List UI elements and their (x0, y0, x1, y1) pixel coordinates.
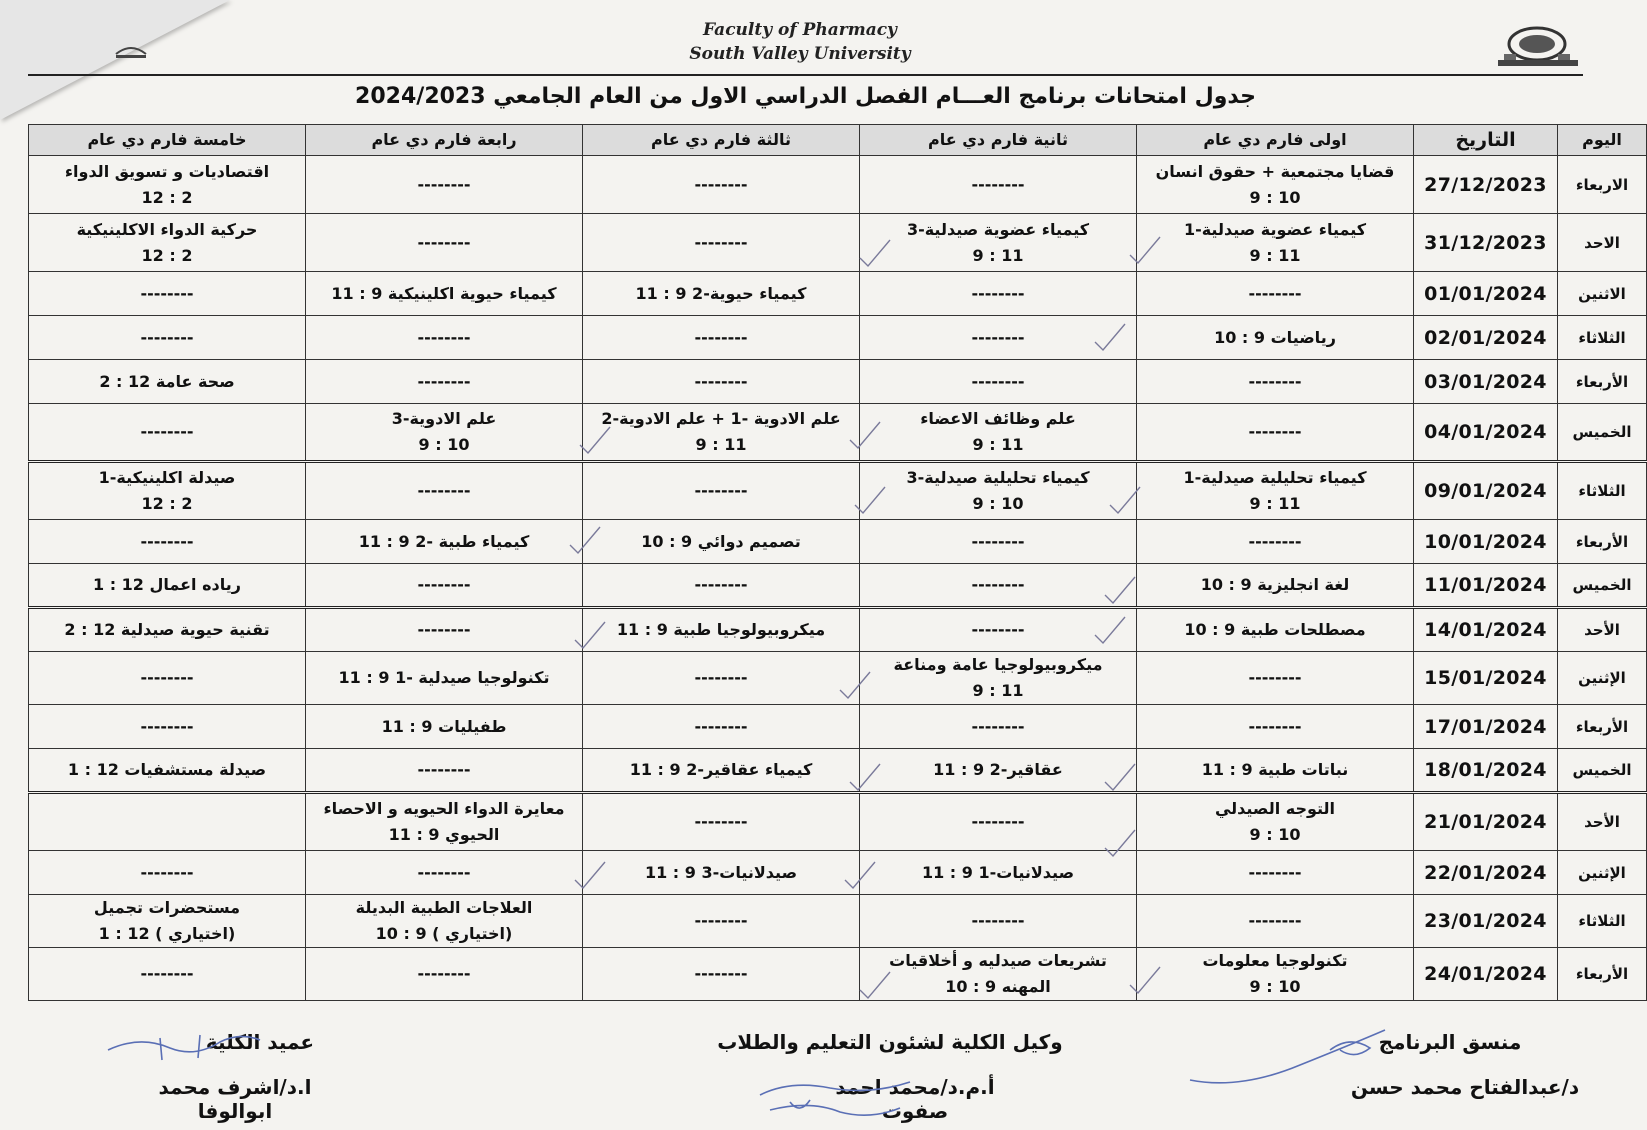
page-title: جدول امتحانات برنامج العـــام الفصل الدراسي الاول من العام الجامعي 2024/2023 (355, 84, 1256, 109)
column-header-year5: خامسة فارم دي عام (29, 125, 306, 156)
exam-cell-y5-line: -------- (140, 862, 194, 882)
exam-cell-y5-line: صحة عامة 12 : 2 (99, 371, 235, 391)
exam-cell-y5 (29, 214, 306, 272)
date-cell: 22/01/2024 (1414, 851, 1558, 895)
exam-cell-y4-line: -------- (417, 232, 471, 252)
table-header-row (29, 125, 1647, 156)
exam-cell-y1-line: -------- (1248, 422, 1302, 441)
day-cell: الثلاثاء (1558, 895, 1647, 948)
column-header-year4: رابعة فارم دي عام (306, 125, 583, 156)
exam-cell-y1-line: -------- (1248, 862, 1302, 882)
exam-cell-y5 (29, 705, 306, 749)
exam-cell-y4-line: كيمياء طبية -2 9 : 11 (358, 531, 530, 551)
exam-cell-y4 (306, 895, 583, 948)
exam-cell-y1 (1137, 895, 1414, 948)
exam-cell-y3-line: -------- (694, 575, 748, 594)
faculty-logo-icon (112, 38, 150, 60)
table-row (29, 948, 1647, 1001)
exam-cell-y1-line: كيمياء تحليلية صيدلية-1 (1183, 468, 1367, 487)
table-row (29, 793, 1647, 851)
exam-cell-y2 (860, 851, 1137, 895)
exam-cell-y4 (306, 520, 583, 564)
exam-cell-y1-line: -------- (1248, 371, 1302, 391)
exam-cell-y4-line: -------- (417, 862, 471, 882)
exam-cell-y3 (583, 851, 860, 895)
exam-cell-y3-line: 11 : 9 (695, 435, 747, 454)
table-row (29, 705, 1647, 749)
table-row (29, 214, 1647, 272)
exam-cell-y3 (583, 608, 860, 652)
exam-cell-y5 (29, 564, 306, 608)
day-cell: الثلاثاء (1558, 462, 1647, 520)
day-cell: الأربعاء (1558, 948, 1647, 1001)
exam-cell-y3-line: -------- (694, 232, 748, 252)
exam-cell-y4-line: -------- (417, 620, 471, 639)
exam-cell-y2-line: -------- (971, 283, 1025, 303)
exam-cell-y1 (1137, 652, 1414, 705)
exam-cell-y5 (29, 608, 306, 652)
exam-cell-y2 (860, 652, 1137, 705)
exam-cell-y2 (860, 895, 1137, 948)
exam-cell-y5-line: رياده اعمال 12 : 1 (92, 575, 241, 594)
exam-cell-y2-line: 10 : 9 (972, 494, 1024, 513)
exam-cell-y1-line: -------- (1248, 911, 1302, 930)
exam-cell-y3-line: -------- (694, 174, 748, 194)
exam-cell-y4-line: العلاجات الطبية البديلة (355, 898, 533, 917)
exam-cell-y5-line: -------- (140, 964, 194, 983)
table-row (29, 156, 1647, 214)
date-cell: 23/01/2024 (1414, 895, 1558, 948)
exam-cell-y4 (306, 316, 583, 360)
exam-cell-y3 (583, 705, 860, 749)
date-cell: 27/12/2023 (1414, 156, 1558, 214)
exam-cell-y1 (1137, 705, 1414, 749)
exam-cell-y5-line: 2 : 12 (141, 494, 193, 513)
exam-cell-y1 (1137, 948, 1414, 1001)
exam-cell-y5-line: -------- (140, 422, 194, 441)
exam-cell-y3 (583, 895, 860, 948)
exam-cell-y3 (583, 214, 860, 272)
exam-cell-y1 (1137, 316, 1414, 360)
dean-name: ا.د/اشرف محمد ابوالوفا (158, 1075, 312, 1123)
exam-cell-y2 (860, 360, 1137, 404)
table-row (29, 272, 1647, 316)
table-row (29, 520, 1647, 564)
exam-cell-y4-line: -------- (417, 575, 471, 594)
exam-cell-y5-line: -------- (140, 531, 194, 551)
exam-cell-y5-line: صيدلة مستشفيات 12 : 1 (67, 760, 267, 779)
exam-cell-y2 (860, 608, 1137, 652)
day-cell: الأربعاء (1558, 705, 1647, 749)
exam-cell-y4-line: -------- (417, 481, 471, 500)
date-cell: 04/01/2024 (1414, 404, 1558, 462)
exam-cell-y1 (1137, 608, 1414, 652)
exam-cell-y1 (1137, 851, 1414, 895)
exam-cell-y3-line: -------- (694, 481, 748, 500)
exam-cell-y5 (29, 316, 306, 360)
exam-cell-y5 (29, 895, 306, 948)
table-row (29, 564, 1647, 608)
exam-cell-y5-line: -------- (140, 668, 194, 687)
date-cell: 09/01/2024 (1414, 462, 1558, 520)
exam-cell-y4-line: معايرة الدواء الحيويه و الاحصاء (323, 799, 565, 818)
exam-cell-y2-line: -------- (971, 620, 1025, 639)
exam-cell-y1-line: 10 : 9 (1249, 977, 1301, 996)
exam-cell-y2-line: تشريعات صيدليه و أخلاقيات (889, 951, 1107, 970)
exam-cell-y2-line: -------- (971, 716, 1025, 736)
exam-cell-y3-line: كيمياء حيوية-2 9 : 11 (635, 283, 807, 303)
exam-cell-y4 (306, 851, 583, 895)
exam-cell-y4-line: (اختياري ) 9 : 10 (375, 924, 513, 943)
date-cell: 10/01/2024 (1414, 520, 1558, 564)
date-cell: 17/01/2024 (1414, 705, 1558, 749)
exam-cell-y2 (860, 564, 1137, 608)
exam-cell-y2-line: ميكروبيولوجيا عامة ومناعة (893, 655, 1103, 674)
exam-cell-y3 (583, 948, 860, 1001)
exam-cell-y4 (306, 749, 583, 793)
day-cell: الإثنين (1558, 652, 1647, 705)
exam-cell-y2-line: 11 : 9 (972, 435, 1024, 454)
day-cell: الأربعاء (1558, 520, 1647, 564)
exam-cell-y2 (860, 156, 1137, 214)
table-row (29, 749, 1647, 793)
exam-cell-y2 (860, 520, 1137, 564)
exam-cell-y4 (306, 404, 583, 462)
exam-cell-y5 (29, 404, 306, 462)
exam-cell-y2 (860, 705, 1137, 749)
header-rule (28, 74, 1583, 76)
exam-cell-y3-line: تصميم دوائي 9 : 10 (641, 531, 801, 551)
exam-cell-y5-line: صيدلة اكلينيكية-1 (98, 468, 236, 487)
table-row (29, 851, 1647, 895)
exam-cell-y4 (306, 564, 583, 608)
exam-cell-y4-line: 10 : 9 (418, 435, 470, 454)
exam-cell-y3 (583, 793, 860, 851)
table-row (29, 895, 1647, 948)
exam-cell-y1-line: تكنولوجيا معلومات (1202, 951, 1348, 970)
exam-cell-y2-line: علم وظائف الاعضاء (920, 409, 1076, 428)
exam-cell-y5 (29, 652, 306, 705)
exam-cell-y2 (860, 793, 1137, 851)
exam-cell-y1-line: لغة انجليزية 9 : 10 (1200, 575, 1350, 594)
exam-cell-y1-line: التوجه الصيدلي (1214, 799, 1336, 818)
table-row (29, 316, 1647, 360)
exam-cell-y4-line: الحيوي 9 : 11 (388, 825, 500, 844)
exam-cell-y1 (1137, 564, 1414, 608)
column-header-year2: ثانية فارم دي عام (860, 125, 1137, 156)
table-row (29, 404, 1647, 462)
date-cell: 02/01/2024 (1414, 316, 1558, 360)
exam-cell-y5-line: -------- (140, 327, 194, 347)
exam-cell-y4-line: -------- (417, 174, 471, 194)
column-header-year1: اولى فارم دي عام (1137, 125, 1414, 156)
exam-cell-y2-line: -------- (971, 174, 1025, 194)
exam-cell-y1 (1137, 520, 1414, 564)
exam-cell-y1-line: قضايا مجتمعية + حقوق انسان (1155, 161, 1395, 181)
exam-cell-y4 (306, 360, 583, 404)
exam-cell-y5 (29, 272, 306, 316)
schedule-body (29, 156, 1647, 1001)
exam-cell-y5-line: 2 : 12 (141, 187, 193, 207)
exam-cell-y5 (29, 749, 306, 793)
exam-cell-y2-line: 11 : 9 (972, 681, 1024, 700)
exam-cell-y2-line: 11 : 9 (972, 245, 1024, 265)
table-row (29, 360, 1647, 404)
exam-cell-y3-line: -------- (694, 668, 748, 687)
exam-cell-y3-line: -------- (694, 964, 748, 983)
exam-cell-y3-line: علم الادوية -1 + علم الادوية-2 (601, 409, 841, 428)
exam-cell-y4 (306, 608, 583, 652)
exam-cell-y5 (29, 793, 306, 851)
exam-cell-y4-line: كيمياء حيوية اكلينيكية 9 : 11 (331, 283, 557, 303)
exam-cell-y3 (583, 749, 860, 793)
exam-cell-y3 (583, 360, 860, 404)
exam-cell-y4 (306, 214, 583, 272)
exam-cell-y1-line: -------- (1248, 668, 1302, 687)
coordinator-title: منسق البرنامج (1378, 1030, 1522, 1054)
exam-cell-y5 (29, 360, 306, 404)
day-cell: الخميس (1558, 404, 1647, 462)
exam-cell-y5-line: -------- (140, 716, 194, 736)
exam-cell-y2 (860, 272, 1137, 316)
exam-cell-y1-line: 11 : 9 (1249, 494, 1301, 513)
exam-cell-y2 (860, 749, 1137, 793)
exam-cell-y3 (583, 520, 860, 564)
exam-cell-y2-line: -------- (971, 327, 1025, 347)
university-name: South Valley University (689, 44, 911, 64)
table-row (29, 652, 1647, 705)
exam-cell-y2-line: -------- (971, 371, 1025, 391)
exam-cell-y1 (1137, 404, 1414, 462)
exam-cell-y3-line: -------- (694, 327, 748, 347)
exam-cell-y2 (860, 214, 1137, 272)
exam-cell-y3 (583, 272, 860, 316)
exam-cell-y1-line: كيمياء عضوية صيدلية-1 (1183, 219, 1367, 239)
exam-cell-y4 (306, 272, 583, 316)
exam-cell-y4 (306, 652, 583, 705)
exam-cell-y1 (1137, 272, 1414, 316)
exam-cell-y3-line: -------- (694, 911, 748, 930)
day-cell: الاثنين (1558, 272, 1647, 316)
exam-cell-y2 (860, 316, 1137, 360)
exam-cell-y1-line: 10 : 9 (1249, 825, 1301, 844)
exam-cell-y4-line: تكنولوجيا صيدلية -1 9 : 11 (338, 668, 550, 687)
day-cell: الثلاثاء (1558, 316, 1647, 360)
exam-cell-y3 (583, 462, 860, 520)
exam-cell-y1 (1137, 793, 1414, 851)
exam-cell-y2 (860, 462, 1137, 520)
date-cell: 01/01/2024 (1414, 272, 1558, 316)
exam-cell-y1-line: 11 : 9 (1249, 245, 1301, 265)
exam-cell-y1-line: مصطلحات طبية 9 : 10 (1184, 620, 1366, 639)
exam-cell-y4 (306, 948, 583, 1001)
exam-cell-y3 (583, 316, 860, 360)
exam-cell-y5-line: -------- (140, 283, 194, 303)
exam-cell-y1-line: رياضيات 9 : 10 (1214, 327, 1336, 347)
exam-cell-y3 (583, 404, 860, 462)
exam-cell-y2-line: كيمياء عضوية صيدلية-3 (906, 219, 1090, 239)
exam-cell-y5-line: تقنية حيوية صيدلية 12 : 2 (64, 620, 270, 639)
exam-cell-y5-line: 2 : 12 (141, 245, 193, 265)
coordinator-name: د/عبدالفتاح محمد حسن (1350, 1075, 1580, 1099)
column-header-year3: ثالثة فارم دي عام (583, 125, 860, 156)
exam-cell-y1-line: -------- (1248, 716, 1302, 736)
date-cell: 18/01/2024 (1414, 749, 1558, 793)
day-cell: الاحد (1558, 214, 1647, 272)
exam-cell-y4-line: علم الادوية-3 (391, 409, 497, 428)
exam-cell-y1 (1137, 214, 1414, 272)
dean-title: عميد الكلية (205, 1030, 315, 1054)
exam-cell-y5-line: (اختياري ) 12 : 1 (98, 924, 236, 943)
date-cell: 11/01/2024 (1414, 564, 1558, 608)
exam-cell-y1-line: -------- (1248, 283, 1302, 303)
university-logo-icon (1490, 22, 1585, 70)
day-cell: الأربعاء (1558, 360, 1647, 404)
exam-cell-y4 (306, 705, 583, 749)
vice-dean-name: أ.م.د/محمد احمد صفوت (835, 1075, 995, 1123)
exam-cell-y5-line: اقتصاديات و تسويق الدواء (64, 161, 270, 181)
exam-cell-y4-line: طفيليات 9 : 11 (381, 716, 507, 736)
date-cell: 31/12/2023 (1414, 214, 1558, 272)
exam-cell-y2 (860, 404, 1137, 462)
exam-cell-y2-line: -------- (971, 911, 1025, 930)
exam-cell-y2-line: صيدلانيات-1 9 : 11 (921, 862, 1075, 882)
exam-cell-y4 (306, 156, 583, 214)
day-cell: الأحد (1558, 608, 1647, 652)
exam-cell-y1 (1137, 749, 1414, 793)
day-cell: الخميس (1558, 564, 1647, 608)
exam-cell-y1 (1137, 156, 1414, 214)
faculty-header (640, 18, 960, 66)
exam-cell-y4-line: -------- (417, 964, 471, 983)
exam-cell-y1-line: 10 : 9 (1249, 187, 1301, 207)
faculty-name: Faculty of Pharmacy (703, 20, 897, 40)
exam-cell-y4-line: -------- (417, 760, 471, 779)
exam-cell-y3-line: صيدلانيات-3 9 : 11 (644, 862, 798, 882)
exam-cell-y2-line: -------- (971, 531, 1025, 551)
exam-cell-y2-line: -------- (971, 575, 1025, 594)
exam-schedule-table (28, 124, 1647, 1001)
exam-cell-y5 (29, 156, 306, 214)
exam-cell-y2 (860, 948, 1137, 1001)
date-cell: 14/01/2024 (1414, 608, 1558, 652)
exam-cell-y3-line: ميكروبيولوجيا طبية 9 : 11 (616, 620, 826, 639)
exam-cell-y5 (29, 520, 306, 564)
day-cell: الاربعاء (1558, 156, 1647, 214)
date-cell: 21/01/2024 (1414, 793, 1558, 851)
exam-cell-y2-line: -------- (971, 812, 1025, 831)
exam-cell-y3-line: -------- (694, 716, 748, 736)
table-row (29, 608, 1647, 652)
exam-cell-y2-line: عقاقير-2 9 : 11 (933, 760, 1063, 779)
day-cell: الخميس (1558, 749, 1647, 793)
date-cell: 03/01/2024 (1414, 360, 1558, 404)
day-cell: الأحد (1558, 793, 1647, 851)
exam-cell-y4-line: -------- (417, 327, 471, 347)
date-cell: 15/01/2024 (1414, 652, 1558, 705)
exam-cell-y5 (29, 948, 306, 1001)
table-row (29, 462, 1647, 520)
exam-cell-y5-line: حركية الدواء الاكلينيكية (76, 219, 258, 239)
exam-cell-y3 (583, 156, 860, 214)
exam-cell-y1-line: -------- (1248, 531, 1302, 551)
exam-cell-y4 (306, 462, 583, 520)
exam-cell-y1 (1137, 360, 1414, 404)
exam-cell-y1-line: نباتات طبية 9 : 11 (1201, 760, 1349, 779)
exam-cell-y5 (29, 462, 306, 520)
day-cell: الإثنين (1558, 851, 1647, 895)
exam-cell-y3 (583, 564, 860, 608)
exam-cell-y5-line: مستحضرات تجميل (93, 898, 241, 917)
exam-cell-y4 (306, 793, 583, 851)
exam-cell-y2-line: كيمياء تحليلية صيدلية-3 (906, 468, 1090, 487)
exam-cell-y3 (583, 652, 860, 705)
exam-cell-y4-line: -------- (417, 371, 471, 391)
vice-dean-title: وكيل الكلية لشئون التعليم والطلاب (717, 1030, 1063, 1054)
exam-cell-y2-line: المهنه 9 : 10 (945, 977, 1051, 996)
exam-cell-y5 (29, 851, 306, 895)
column-header-date: التاريخ (1414, 125, 1558, 156)
exam-cell-y3-line: كيمياء عقاقير-2 9 : 11 (629, 760, 813, 779)
exam-cell-y3-line: -------- (694, 812, 748, 831)
exam-cell-y3-line: -------- (694, 371, 748, 391)
exam-cell-y1 (1137, 462, 1414, 520)
column-header-day: اليوم (1558, 125, 1647, 156)
date-cell: 24/01/2024 (1414, 948, 1558, 1001)
